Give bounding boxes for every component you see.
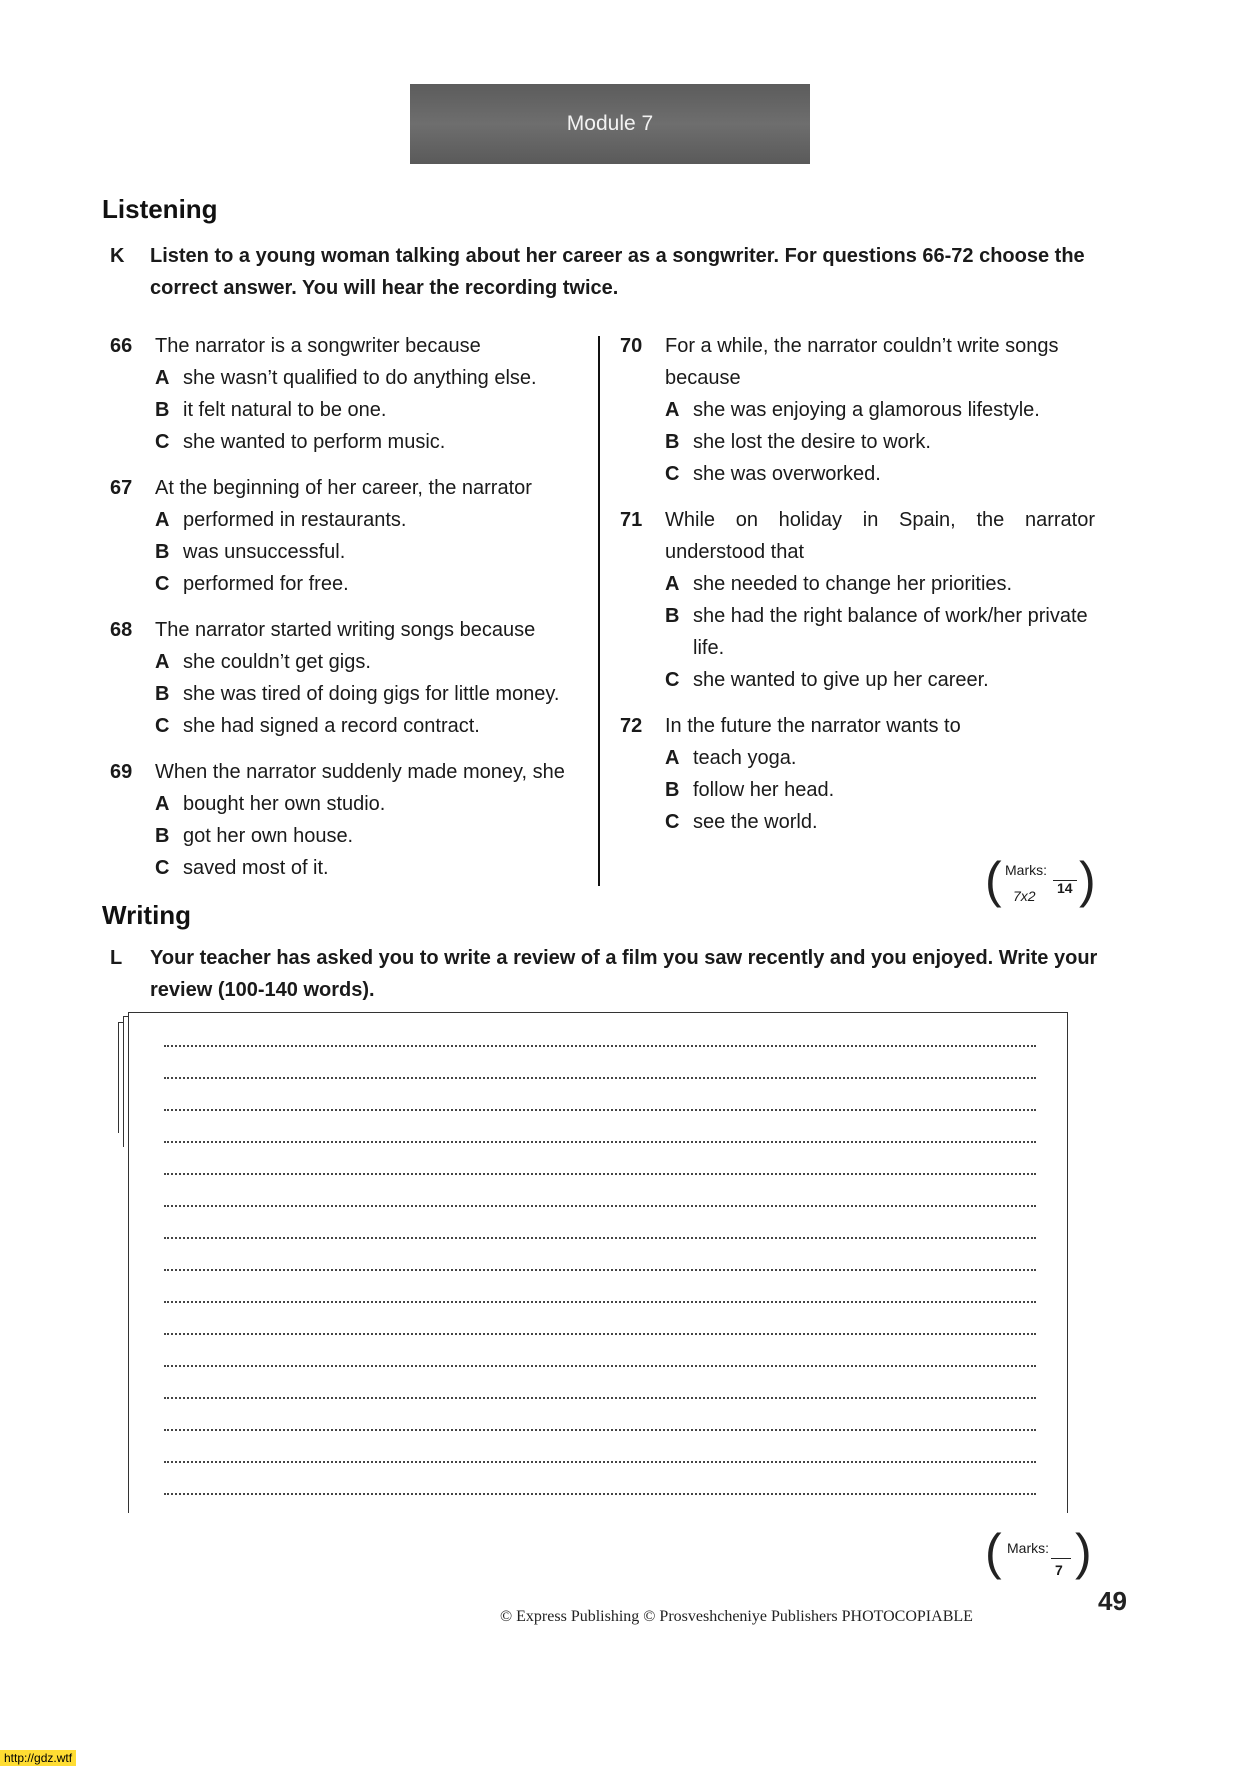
option-letter: C bbox=[155, 573, 170, 595]
option-text: she was tired of doing gigs for little money. bbox=[183, 683, 560, 705]
writing-line[interactable] bbox=[164, 1397, 1036, 1399]
option-letter: A bbox=[665, 399, 680, 421]
marks-label: Marks: bbox=[1007, 1540, 1049, 1556]
option-text: teach yoga. bbox=[693, 747, 797, 769]
question-number: 72 bbox=[620, 715, 643, 737]
option-a[interactable] bbox=[155, 362, 590, 394]
option-c[interactable] bbox=[155, 852, 590, 884]
writing-line[interactable] bbox=[164, 1045, 1036, 1047]
module-header bbox=[410, 84, 810, 164]
option-letter: A bbox=[155, 651, 170, 673]
writing-line[interactable] bbox=[164, 1333, 1036, 1335]
site-link[interactable]: http://gdz.wtf bbox=[0, 1750, 76, 1766]
writing-line[interactable] bbox=[164, 1269, 1036, 1271]
option-text: see the world. bbox=[693, 811, 818, 833]
question-stem: In the future the narrator wants to bbox=[665, 715, 961, 737]
option-b[interactable] bbox=[155, 678, 590, 710]
option-c[interactable] bbox=[665, 664, 1095, 696]
option-text: she lost the desire to work. bbox=[693, 431, 931, 453]
question-66 bbox=[110, 330, 590, 458]
question-stem: The narrator started writing songs because bbox=[155, 619, 536, 641]
writing-instruction bbox=[110, 942, 1110, 1006]
close-paren-icon: ) bbox=[1079, 852, 1096, 908]
option-letter: A bbox=[665, 747, 680, 769]
option-letter: B bbox=[665, 605, 680, 627]
question-stem: When the narrator suddenly made money, she bbox=[155, 761, 565, 783]
option-text: got her own house. bbox=[183, 825, 354, 847]
writing-line[interactable] bbox=[164, 1365, 1036, 1367]
writing-answer-area[interactable] bbox=[118, 1008, 1066, 1508]
option-letter: C bbox=[665, 669, 680, 691]
option-text: she couldn’t get gigs. bbox=[183, 651, 371, 673]
module-title: Module 7 bbox=[566, 112, 654, 135]
option-letter: C bbox=[665, 811, 680, 833]
option-b[interactable] bbox=[155, 536, 590, 568]
option-b[interactable] bbox=[155, 820, 590, 852]
marks-label: Marks: bbox=[1005, 862, 1047, 878]
option-text: performed in restaurants. bbox=[183, 509, 407, 531]
option-letter: C bbox=[155, 857, 170, 879]
option-text: was unsuccessful. bbox=[183, 541, 346, 563]
option-letter: A bbox=[155, 793, 170, 815]
question-number: 70 bbox=[620, 335, 643, 357]
option-text: she was enjoying a glamorous lifestyle. bbox=[693, 399, 1040, 421]
option-b[interactable] bbox=[665, 600, 1095, 664]
question-72 bbox=[620, 710, 1095, 838]
question-number: 68 bbox=[110, 619, 133, 641]
option-text: saved most of it. bbox=[183, 857, 329, 879]
option-text: she wanted to give up her career. bbox=[693, 669, 989, 691]
writing-instruction-text: Your teacher has asked you to write a review of a film you saw recently and you enjoyed. Write your review (100-140 words). bbox=[150, 947, 1098, 1001]
column-divider bbox=[598, 336, 600, 886]
question-stem: While on holiday in Spain, the narrator understood that bbox=[665, 509, 1095, 563]
marks-multiplier: 7x2 bbox=[1013, 888, 1036, 904]
question-stem: At the beginning of her career, the narrator bbox=[155, 477, 532, 499]
writing-line[interactable] bbox=[164, 1429, 1036, 1431]
question-number: 66 bbox=[110, 335, 133, 357]
option-letter: C bbox=[665, 463, 680, 485]
option-c[interactable] bbox=[665, 806, 1095, 838]
question-number: 69 bbox=[110, 761, 133, 783]
question-stem: For a while, the narrator couldn’t write songs because bbox=[665, 335, 1059, 389]
option-c[interactable] bbox=[155, 426, 590, 458]
option-text: she needed to change her priorities. bbox=[693, 573, 1013, 595]
option-letter: C bbox=[155, 431, 170, 453]
writing-line[interactable] bbox=[164, 1461, 1036, 1463]
open-paren-icon: ( bbox=[985, 1524, 1002, 1580]
copyright-footer: © Express Publishing © Prosveshcheniye Publishers PHOTOCOPIABLE bbox=[500, 1608, 973, 1625]
listening-instruction-text: Listen to a young woman talking about her career as a songwriter. For questions 66-72 choose the correct answer. You will hear the recording twice. bbox=[150, 245, 1085, 299]
writing-line[interactable] bbox=[164, 1301, 1036, 1303]
option-text: she had the right balance of work/her private life. bbox=[693, 605, 1088, 659]
question-number: 67 bbox=[110, 477, 133, 499]
listening-instruction bbox=[110, 240, 1110, 304]
option-letter: B bbox=[155, 541, 170, 563]
option-text: follow her head. bbox=[693, 779, 835, 801]
marks-total: 7 bbox=[1055, 1562, 1063, 1578]
option-letter: B bbox=[665, 431, 680, 453]
option-letter: B bbox=[665, 779, 680, 801]
listening-title: Listening bbox=[102, 194, 218, 224]
option-a[interactable] bbox=[155, 646, 590, 678]
task-letter-l: L bbox=[110, 947, 123, 969]
option-text: performed for free. bbox=[183, 573, 349, 595]
open-paren-icon: ( bbox=[985, 852, 1002, 908]
question-67 bbox=[110, 472, 590, 600]
marks-line bbox=[1051, 1558, 1071, 1559]
option-b[interactable] bbox=[665, 426, 1095, 458]
question-stem: The narrator is a songwriter because bbox=[155, 335, 481, 357]
questions-left-column bbox=[110, 330, 590, 898]
question-71 bbox=[620, 504, 1095, 696]
option-text: she had signed a record contract. bbox=[183, 715, 480, 737]
option-c[interactable] bbox=[155, 568, 590, 600]
option-letter: A bbox=[665, 573, 680, 595]
page-number: 49 bbox=[1098, 1586, 1127, 1616]
writing-line[interactable] bbox=[164, 1173, 1036, 1175]
writing-line[interactable] bbox=[164, 1077, 1036, 1079]
option-text: she was overworked. bbox=[693, 463, 881, 485]
option-a[interactable] bbox=[665, 742, 1095, 774]
option-text: it felt natural to be one. bbox=[183, 399, 387, 421]
questions-right-column bbox=[620, 330, 1095, 852]
option-c[interactable] bbox=[155, 710, 590, 742]
option-a[interactable] bbox=[155, 788, 590, 820]
option-a[interactable] bbox=[665, 568, 1095, 600]
writing-line[interactable] bbox=[164, 1493, 1036, 1495]
option-letter: B bbox=[155, 825, 170, 847]
marks-total: 14 bbox=[1057, 880, 1073, 896]
option-letter: B bbox=[155, 399, 170, 421]
question-68 bbox=[110, 614, 590, 742]
option-text: bought her own studio. bbox=[183, 793, 386, 815]
writing-line[interactable] bbox=[164, 1109, 1036, 1111]
close-paren-icon: ) bbox=[1075, 1524, 1092, 1580]
question-69 bbox=[110, 756, 590, 884]
writing-line[interactable] bbox=[164, 1141, 1036, 1143]
option-letter: A bbox=[155, 509, 170, 531]
option-a[interactable] bbox=[665, 394, 1095, 426]
writing-title: Writing bbox=[102, 900, 192, 930]
question-number: 71 bbox=[620, 509, 643, 531]
option-letter: B bbox=[155, 683, 170, 705]
option-letter: A bbox=[155, 367, 170, 389]
option-text: she wasn’t qualified to do anything else. bbox=[183, 367, 537, 389]
paper-stack-front bbox=[128, 1012, 1068, 1513]
question-70 bbox=[620, 330, 1095, 490]
option-b[interactable] bbox=[665, 774, 1095, 806]
task-letter-k: K bbox=[110, 245, 125, 267]
option-c[interactable] bbox=[665, 458, 1095, 490]
option-text: she wanted to perform music. bbox=[183, 431, 446, 453]
writing-line[interactable] bbox=[164, 1237, 1036, 1239]
writing-line[interactable] bbox=[164, 1205, 1036, 1207]
option-b[interactable] bbox=[155, 394, 590, 426]
option-letter: C bbox=[155, 715, 170, 737]
option-a[interactable] bbox=[155, 504, 590, 536]
